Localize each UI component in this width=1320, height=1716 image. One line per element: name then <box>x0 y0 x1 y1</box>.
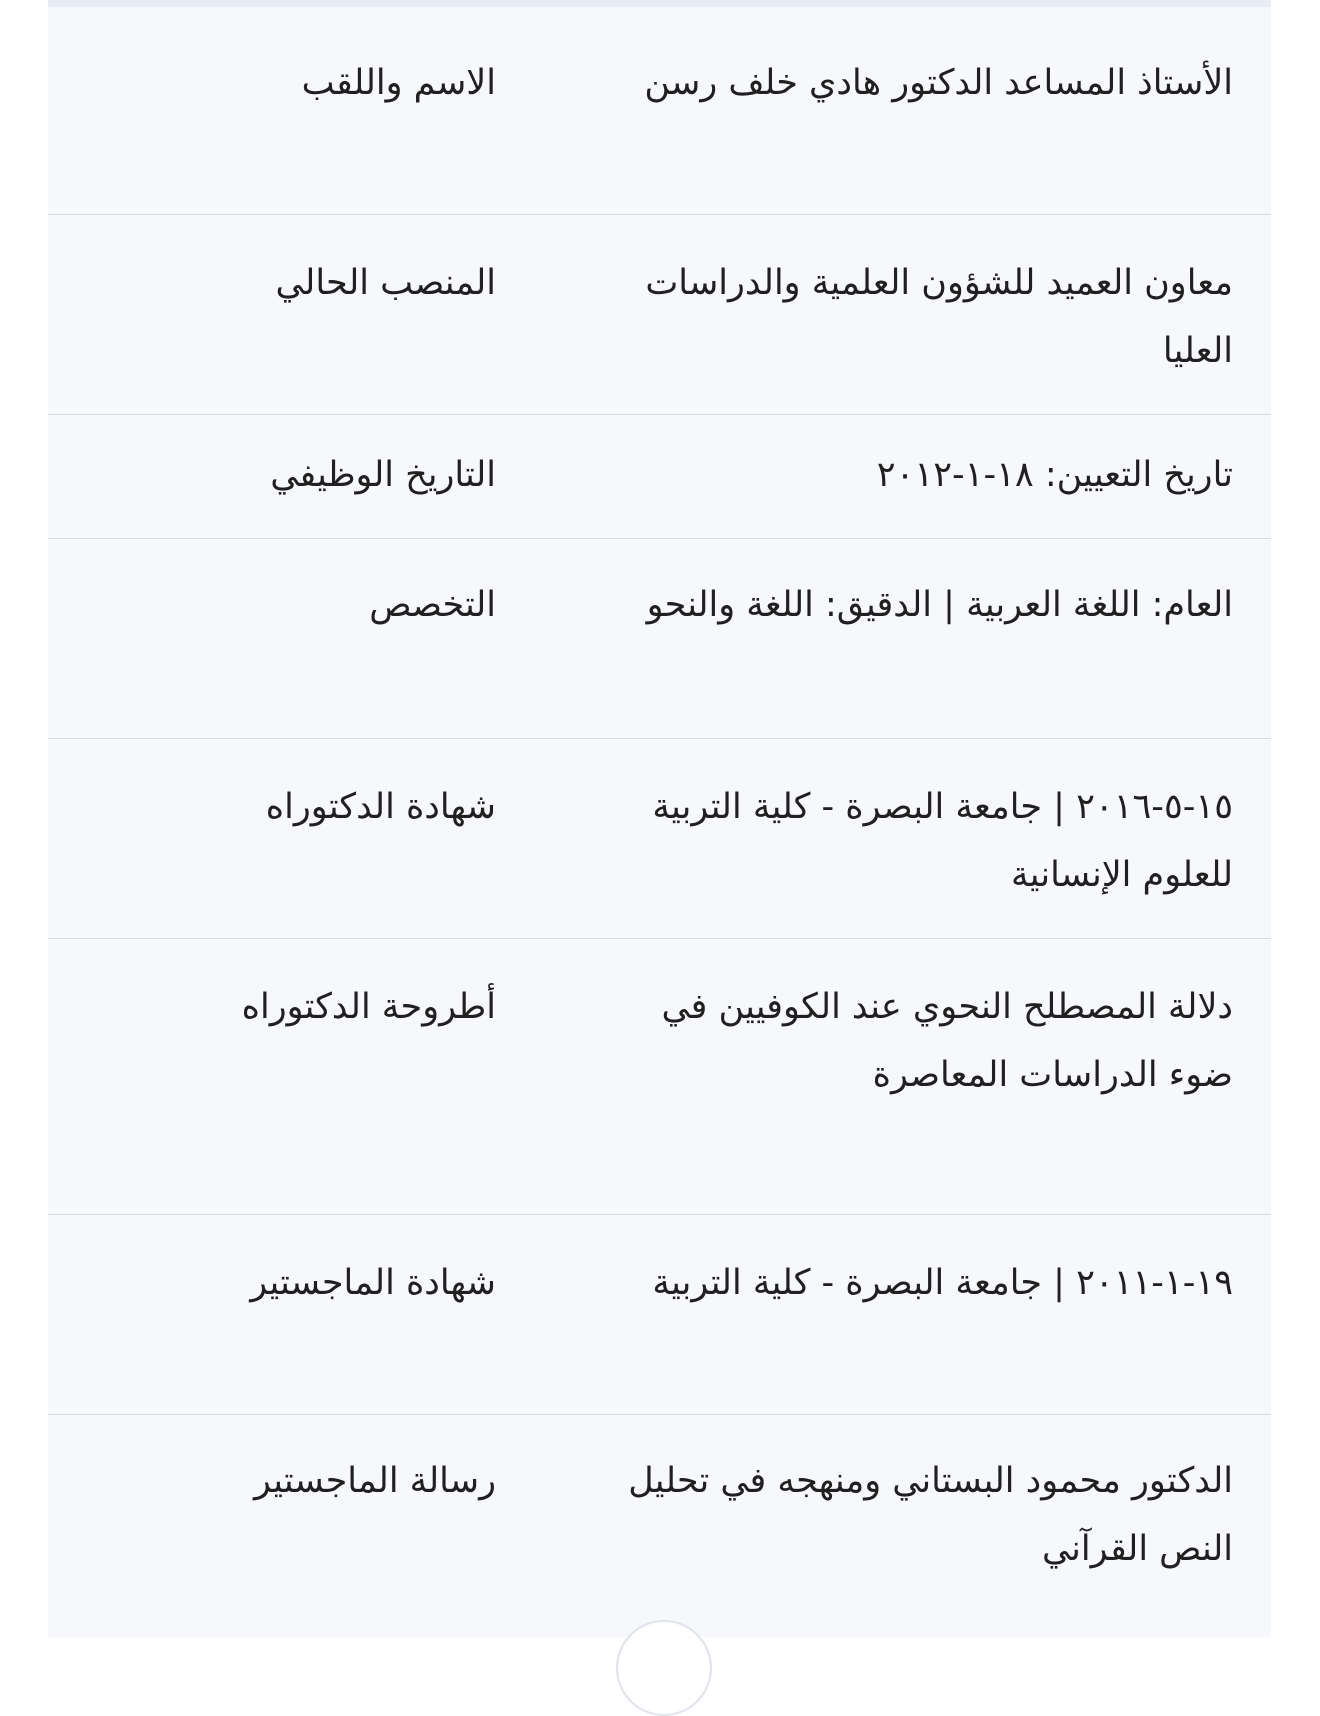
row-label: أطروحة الدكتوراه <box>241 987 496 1027</box>
table-row <box>48 415 1271 539</box>
row-value: العام: اللغة العربية | الدقيق: اللغة والنحو <box>646 585 1233 625</box>
row-value: الدكتور محمود البستاني ومنهجه في تحليل النص القرآني <box>628 1461 1233 1569</box>
row-label: التاريخ الوظيفي <box>270 455 496 495</box>
table-row <box>48 7 1271 215</box>
row-value: تاريخ التعيين: ١٨-١-٢٠١٢ <box>876 455 1233 495</box>
table-row <box>48 1415 1271 1637</box>
row-value: ١٥-٥-٢٠١٦ | جامعة البصرة - كلية التربية للعلوم الإنسانية <box>652 787 1233 895</box>
row-value: ١٩-١-٢٠١١ | جامعة البصرة - كلية التربية <box>652 1263 1233 1303</box>
profile-table <box>48 0 1271 1637</box>
table-row <box>48 1215 1271 1415</box>
scroll-to-top-button[interactable] <box>616 1620 712 1716</box>
row-value: دلالة المصطلح النحوي عند الكوفيين في ضوء الدراسات المعاصرة <box>661 987 1233 1095</box>
table-row <box>48 939 1271 1215</box>
row-label: التخصص <box>369 585 496 625</box>
row-value: الأستاذ المساعد الدكتور هادي خلف رسن <box>644 63 1233 103</box>
row-value: معاون العميد للشؤون العلمية والدراسات العليا <box>645 263 1233 371</box>
table-row <box>48 539 1271 739</box>
row-label: شهادة الماجستير <box>250 1263 496 1303</box>
table-row <box>48 215 1271 415</box>
row-label: رسالة الماجستير <box>253 1461 496 1501</box>
row-label: الاسم واللقب <box>301 63 496 103</box>
row-label: المنصب الحالي <box>275 263 496 303</box>
row-label: شهادة الدكتوراه <box>265 787 496 827</box>
table-row <box>48 739 1271 939</box>
